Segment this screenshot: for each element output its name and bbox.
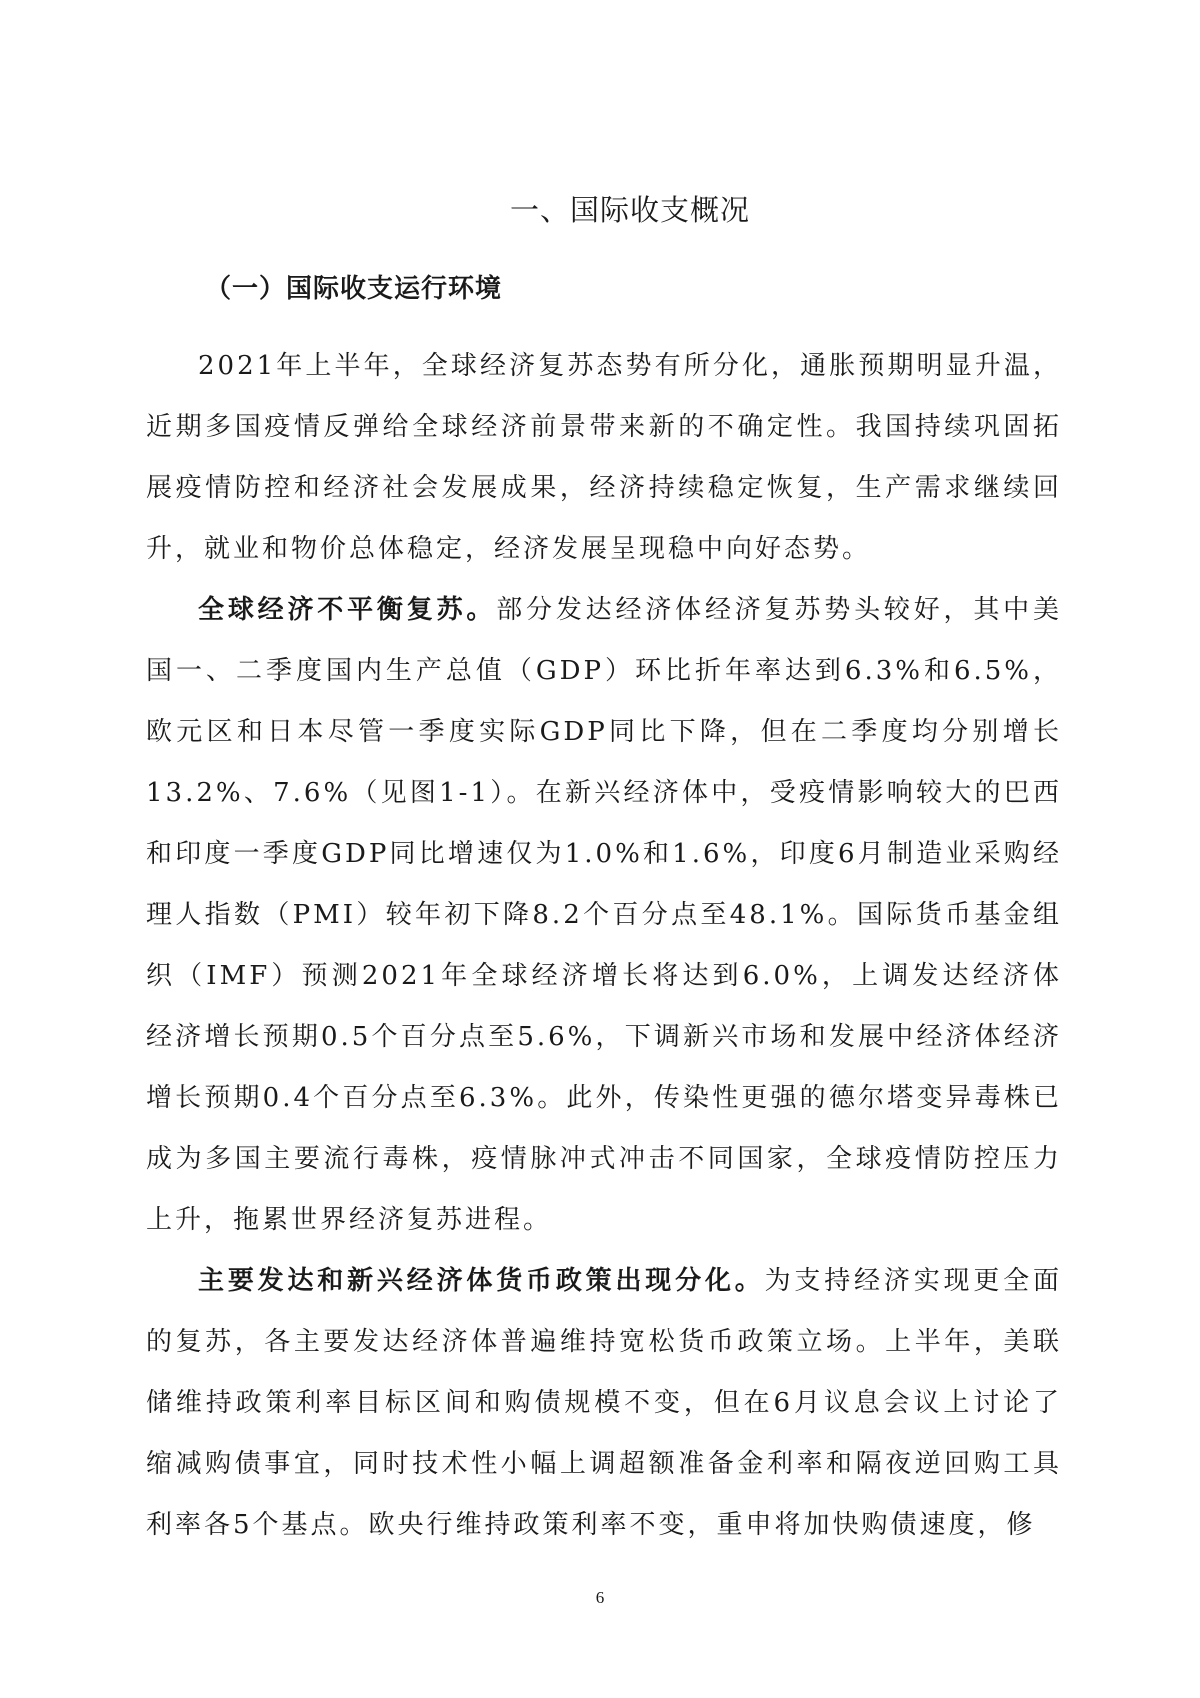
body-text	[146, 336, 1062, 1556]
paragraph-text: 2021年上半年，全球经济复苏态势有所分化，通胀预期明显升温，近期多国疫情反弹给全球经济前景带来新的不确定性。我国持续巩固拓展疫情防控和经济社会发展成果，经济持续稳定恢复，生产需求继续回升，就业和物价总体稳定，经济发展呈现稳中向好态势。	[146, 351, 1062, 564]
paragraph-lead: 全球经济不平衡复苏。	[198, 595, 497, 625]
chapter-title: 一、国际收支概况	[509, 193, 750, 227]
paragraph-global-economy	[146, 580, 1062, 1251]
paragraph-intro	[146, 336, 1062, 580]
section-title: （一）国际收支运行环境	[205, 274, 503, 304]
paragraph-text: 部分发达经济体经济复苏势头较好，其中美国一、二季度国内生产总值（GDP）环比折年率达到6.3%和6.5%，欧元区和日本尽管一季度实际GDP同比下降，但在二季度均分别增长13.2%、7.6%（见图1-1）。在新兴经济体中，受疫情影响较大的巴西和印度一季度GDP同比增速仅为1.0%和1.6%，印度6月制造业采购经理人指数（PMI）较年初下降8.2个百分点至48.1%。国际货币基金组织（IMF）预测2021年全球经济增长将达到6.0%，上调发达经济体经济增长预期0.5个百分点至5.6%，下调新兴市场和发展中经济体经济增长预期0.4个百分点至6.3%。此外，传染性更强的德尔塔变异毒株已成为多国主要流行毒株，疫情脉冲式冲击不同国家，全球疫情防控压力上升，拖累世界经济复苏进程。	[146, 595, 1062, 1235]
paragraph-lead: 主要发达和新兴经济体货币政策出现分化。	[198, 1266, 765, 1296]
paragraph-text: 为支持经济实现更全面的复苏，各主要发达经济体普遍维持宽松货币政策立场。上半年，美联储维持政策利率目标区间和购债规模不变，但在6月议息会议上讨论了缩减购债事宜，同时技术性小幅上调超额准备金利率和隔夜逆回购工具利率各5个基点。欧央行维持政策利率不变，重申将加快购债速度，修	[146, 1266, 1062, 1540]
page-number: 6	[595, 1588, 605, 1607]
paragraph-monetary-policy	[146, 1251, 1062, 1556]
